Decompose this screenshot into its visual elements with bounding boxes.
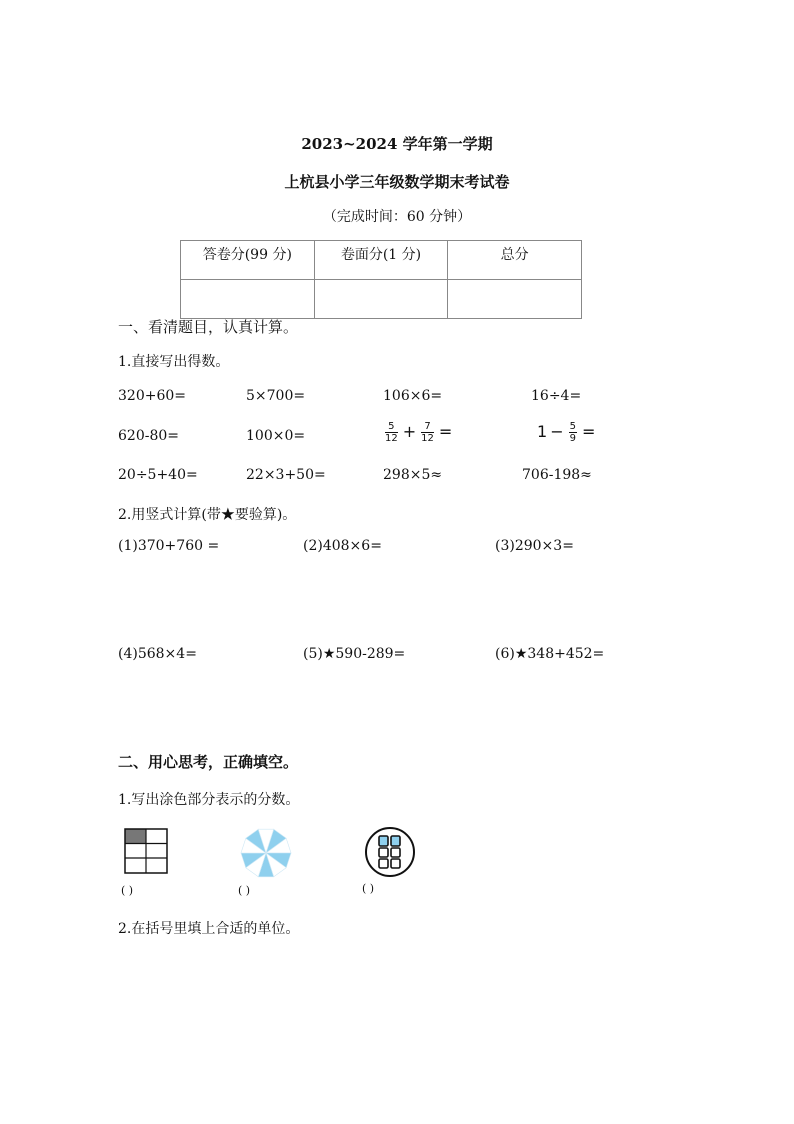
score-cell-total: [448, 280, 582, 319]
answer-blank-2[interactable]: ( ): [238, 884, 251, 897]
score-table: [180, 240, 582, 319]
calc-r3c1: 20÷5+40=: [118, 467, 198, 483]
score-table-blank-row: [181, 280, 582, 319]
vertical-calc-4: (4)568×4=: [118, 646, 197, 662]
section1-q1-label: 1.直接写出得数。: [118, 354, 230, 370]
vertical-calc-5: (5)★590-289=: [303, 646, 406, 662]
answer-blank-3[interactable]: ( ): [362, 882, 375, 895]
section1-q2-label: 2.用竖式计算(带★要验算)。: [118, 507, 297, 523]
vertical-calc-1: (1)370+760 =: [118, 538, 220, 554]
fraction-sum-expression: $\frac{5}{12}$ + $\frac{7}{12}$ =: [385, 421, 453, 444]
section2-title: 二、用心思考，正确填空。: [118, 753, 299, 771]
circle-blocks-figure: [364, 826, 416, 878]
score-table-header-row: [181, 241, 582, 280]
answer-blank-1[interactable]: ( ): [121, 884, 134, 897]
semester-title: 2023~2024 学年第一学期: [301, 135, 493, 153]
calc-r1c1: 320+60=: [118, 388, 186, 404]
grid-fraction-figure: [124, 828, 168, 874]
vertical-calc-6: (6)★348+452=: [495, 646, 605, 662]
calc-r3c3: 298×5≈: [383, 467, 443, 483]
calc-r2c1: 620-80=: [118, 428, 179, 444]
calc-r1c2: 5×700=: [246, 388, 306, 404]
calc-r1c4: 16÷4=: [531, 388, 582, 404]
calc-r3c2: 22×3+50=: [246, 467, 326, 483]
vertical-calc-2: (2)408×6=: [303, 538, 382, 554]
section2-q2-label: 2.在括号里填上合适的单位。: [118, 921, 300, 937]
score-header-total: 总分: [448, 241, 582, 280]
calc-r1c3: 106×6=: [383, 388, 443, 404]
time-note: （完成时间：60 分钟）: [322, 209, 472, 225]
score-header-neatness: 卷面分(1 分): [314, 241, 448, 280]
score-cell-neatness: [314, 280, 448, 319]
calc-r2c2: 100×0=: [246, 428, 306, 444]
calc-r3c4: 706-198≈: [522, 467, 592, 483]
fraction-5-9: $\frac{5}{9}$: [569, 421, 576, 444]
decagon-fraction-figure: [239, 826, 293, 880]
vertical-calc-3: (3)290×3=: [495, 538, 574, 554]
score-cell-answer: [181, 280, 315, 319]
fraction-diff-expression: 1 − $\frac{5}{9}$ =: [537, 421, 596, 444]
fraction-5-12: $\frac{5}{12}$: [385, 421, 398, 444]
fraction-7-12: $\frac{7}{12}$: [421, 421, 434, 444]
exam-title: 上杭县小学三年级数学期末考试卷: [284, 173, 510, 191]
section1-title: 一、看清题目，认真计算。: [118, 318, 299, 336]
shaded-cell: [125, 829, 146, 843]
score-header-answer: 答卷分(99 分): [181, 241, 315, 280]
section2-q1-label: 1.写出涂色部分表示的分数。: [118, 792, 300, 808]
